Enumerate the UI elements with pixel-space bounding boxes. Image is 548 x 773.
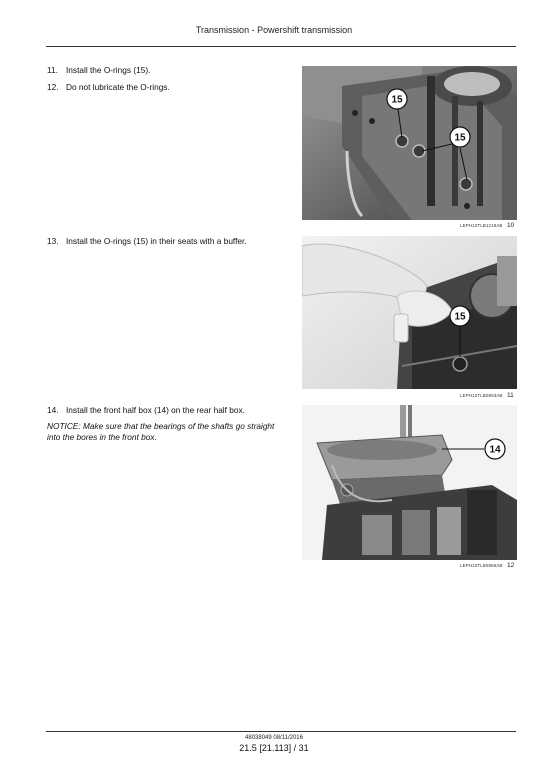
notice-text: NOTICE: Make sure that the bearings of the shafts go straight into the bores in the front box. [47, 421, 275, 442]
step-number: 13. [47, 236, 59, 246]
footer-divider [46, 731, 516, 732]
step-11 [47, 65, 150, 76]
figure-11-photo [302, 236, 517, 389]
figure-11-callout: 15 [454, 311, 466, 323]
figure-12-callout: 14 [489, 444, 501, 456]
step-number: 14. [47, 405, 59, 415]
step-number: 11. [47, 65, 58, 75]
figure-10-photo [302, 66, 517, 220]
figure-12-number: 12 [507, 562, 515, 569]
step-13 [47, 236, 247, 247]
step-text: Do not lubricate the O-rings. [66, 82, 170, 92]
page-header: Transmission - Powershift transmission [195, 25, 353, 35]
figure-10-callout-b: 15 [454, 132, 466, 144]
step-text: Install the front half box (14) on the rear half box. [66, 405, 245, 415]
step-14 [47, 405, 245, 416]
step-number: 12. [47, 82, 59, 92]
figure-10-callout-a: 15 [391, 94, 403, 106]
figure-12-code: LEPH12TLB0856AB [460, 563, 503, 568]
header-divider [46, 46, 516, 47]
footer-page-number: 21.5 [21.113] / 31 [239, 743, 309, 753]
figure-10-code: LEPH12TLB1218AB [460, 223, 503, 228]
footer-doc-id: 48038049 08/11/2016 [245, 735, 303, 741]
figure-11-code: LEPH12TLB0853AB [460, 393, 503, 398]
step-text: Install the O-rings (15) in their seats with a buffer. [66, 236, 247, 246]
figure-12-photo [302, 405, 517, 560]
step-text: Install the O-rings (15). [66, 65, 151, 75]
figure-10-number: 10 [507, 222, 515, 229]
figure-11-number: 11 [507, 392, 514, 399]
step-12 [47, 82, 170, 93]
